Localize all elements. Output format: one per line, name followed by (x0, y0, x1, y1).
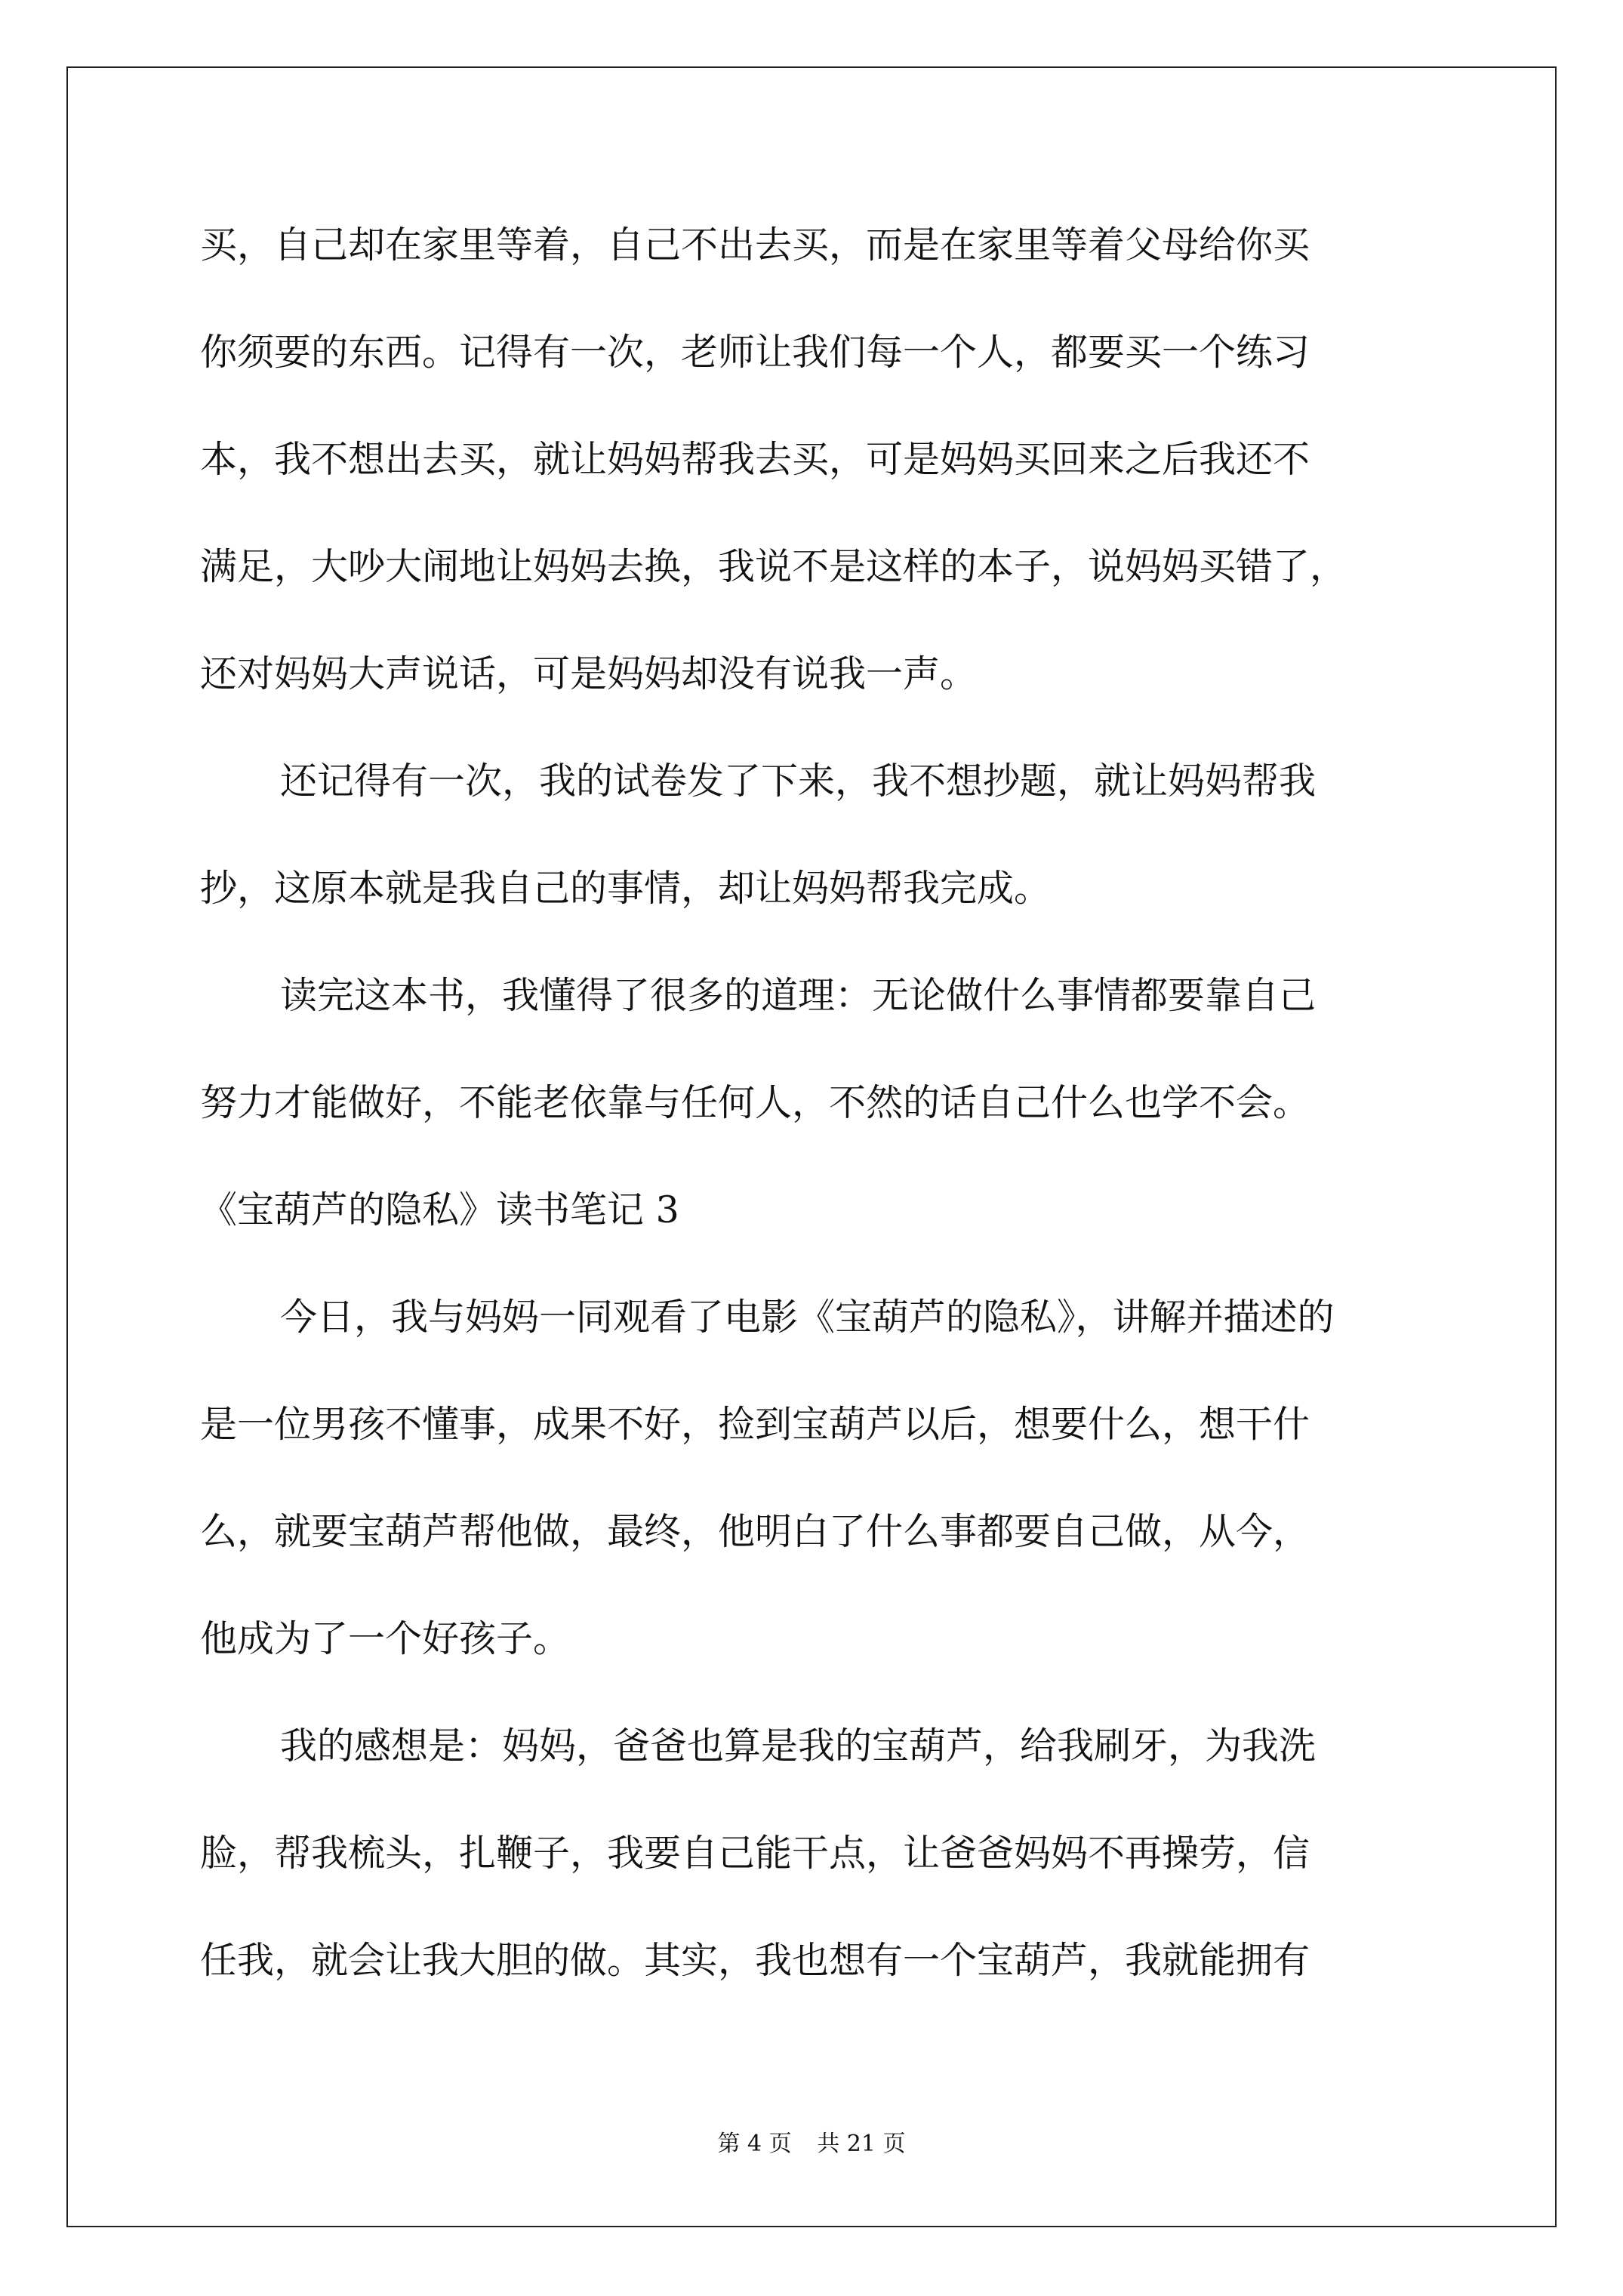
text-line: 抄，这原本就是我自己的事情，却让妈妈帮我完成。 (200, 867, 1052, 910)
page-border (66, 66, 1557, 2227)
text-line: 他成为了一个好孩子。 (200, 1617, 571, 1660)
text-line: 满足，大吵大闹地让妈妈去换，我说不是这样的本子，说妈妈买错了， (200, 545, 1347, 588)
text-line: 努力才能做好，不能老依靠与任何人，不然的话自己什么也学不会。 (200, 1081, 1310, 1124)
paragraph-start-line: 我的感想是：妈妈，爸爸也算是我的宝葫芦，给我刷牙，为我洗 (280, 1724, 1317, 1767)
paragraph-start-line: 读完这本书，我懂得了很多的道理：无论做什么事情都要靠自己 (280, 974, 1317, 1017)
page-footer (0, 2129, 1623, 2159)
text-line: 买，自己却在家里等着，自己不出去买，而是在家里等着父母给你买 (200, 223, 1310, 267)
text-line: 是一位男孩不懂事，成果不好，捡到宝葫芦以后，想要什么，想干什 (200, 1403, 1310, 1446)
text-line: 脸，帮我梳头，扎鞭子，我要自己能干点，让爸爸妈妈不再操劳，信 (200, 1832, 1310, 1875)
paragraph-start-line: 今日，我与妈妈一同观看了电影《宝葫芦的隐私》，讲解并描述的 (280, 1296, 1335, 1339)
text-line: 么，就要宝葫芦帮他做，最终，他明白了什么事都要自己做，从今， (200, 1510, 1310, 1553)
text-line: 你须要的东西。记得有一次，老师让我们每一个人，都要买一个练习 (200, 331, 1310, 374)
page-total: 共 21 页 (817, 2131, 906, 2157)
section-heading: 《宝葫芦的隐私》读书笔记 3 (200, 1188, 679, 1231)
text-line: 任我，就会让我大胆的做。其实，我也想有一个宝葫芦，我就能拥有 (200, 1939, 1310, 1982)
paragraph-start-line: 还记得有一次，我的试卷发了下来，我不想抄题，就让妈妈帮我 (280, 760, 1317, 803)
page-number: 第 4 页 (717, 2131, 792, 2157)
text-line: 本，我不想出去买，就让妈妈帮我去买，可是妈妈买回来之后我还不 (200, 438, 1310, 481)
text-line: 还对妈妈大声说话，可是妈妈却没有说我一声。 (200, 652, 978, 695)
